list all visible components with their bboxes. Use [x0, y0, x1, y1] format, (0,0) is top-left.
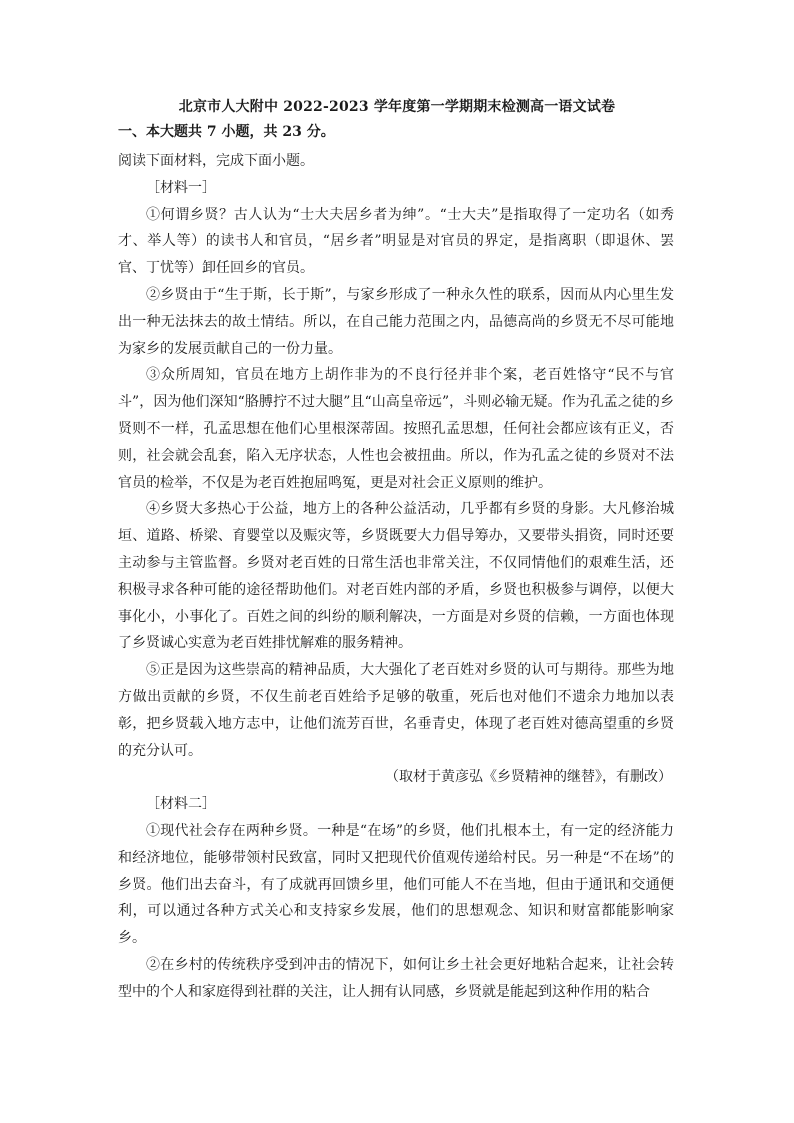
material1-paragraph-1: ①何谓乡贤？古人认为“士大夫居乡者为绅”。“士大夫”是指取得了一定功名（如秀才、举人等）的读书人和官员，“居乡者”明显是对官员的界定，是指离职（即退休、罢官、丁忧等）卸任回乡的官员。 — [118, 206, 674, 277]
material1-paragraph-4: ④乡贤大多热心于公益，地方上的各种公益活动，几乎都有乡贤的身影。大凡修治城垣、道路、桥梁、育婴堂以及赈灾等，乡贤既要大力倡导筹办，又要带头捐资，同时还要主动参与主管监督。乡贤对老百姓的日常生活也非常关注，不仅同情他们的艰难生活，还积极寻求各种可能的途径帮助他们。对老百姓内部的矛盾，乡贤也积极参与调停，以便大事化小，小事化了。百姓之间的纠纷的顺利解决，一方面是对乡贤的信赖，一方面也体现了乡贤诚心实意为老百姓排忧解难的服务精神。 — [118, 501, 674, 652]
material1-paragraph-5: ⑤正是因为这些崇高的精神品质，大大强化了老百姓对乡贤的认可与期待。那些为地方做出贡献的乡贤，不仅生前老百姓给予足够的敬重，死后也对他们不遗余力地加以表彰，把乡贤载入地方志中，让他们流芳百世，名垂青史，体现了老百姓对德高望重的乡贤的充分认可。 — [118, 662, 674, 759]
material1-paragraph-3: ③众所周知，官员在地方上胡作非为的不良行径并非个案，老百姓恪守“民不与官斗”，因为他们深知“胳膊拧不过大腿”且“山高皇帝远”，斗则必输无疑。作为孔孟之徒的乡贤则不一样，孔孟思想在他们心里根深蒂固。按照孔孟思想，任何社会都应该有正义，否则，社会就会乱套，陷入无序状态，人性也会被扭曲。所以，作为孔孟之徒的乡贤对不法官员的检举，不仅是为老百姓抱屈鸣冤，更是对社会正义原则的维护。 — [118, 367, 674, 491]
material2-label: ［材料二］ — [146, 796, 216, 813]
material2-paragraph-2: ②在乡村的传统秩序受到冲击的情况下，如何让乡土社会更好地粘合起来，让社会转型中的个人和家庭得到社群的关注，让人拥有认同感，乡贤就是能起到这种作用的粘合 — [118, 956, 674, 1000]
document-title: 北京市人大附中 2022-2023 学年度第一学期期末检测高一语文试卷 — [178, 99, 616, 115]
document-body — [118, 148, 674, 1006]
material2-paragraph-1: ①现代社会存在两种乡贤。一种是“在场”的乡贤，他们扎根本土，有一定的经济能力和经济地位，能够带领村民致富，同时又把现代价值观传递给村民。另一种是“不在场”的乡贤。他们出去奋斗，有了成就再回馈乡里，他们可能人不在当地，但由于通讯和交通便利，可以通过各种方式关心和支持家乡发展，他们的思想观念、知识和财富都能影响家乡。 — [118, 822, 674, 947]
section-heading: 一、本大题共 7 小题，共 23 分。 — [118, 124, 335, 140]
material1-paragraph-2: ②乡贤由于“生于斯，长于斯”，与家乡形成了一种永久性的联系，因而从内心里生发出一种无法抹去的故土情结。所以，在自己能力范围之内，品德高尚的乡贤无不尽可能地为家乡的发展贡献自己的一份力量。 — [118, 286, 674, 357]
instruction-text: 阅读下面材料，完成下面小题。 — [118, 153, 314, 169]
material1-label: ［材料一］ — [146, 179, 216, 196]
material1-source: （取材于黄彦弘《乡贤精神的继替》，有删改） — [385, 769, 672, 786]
